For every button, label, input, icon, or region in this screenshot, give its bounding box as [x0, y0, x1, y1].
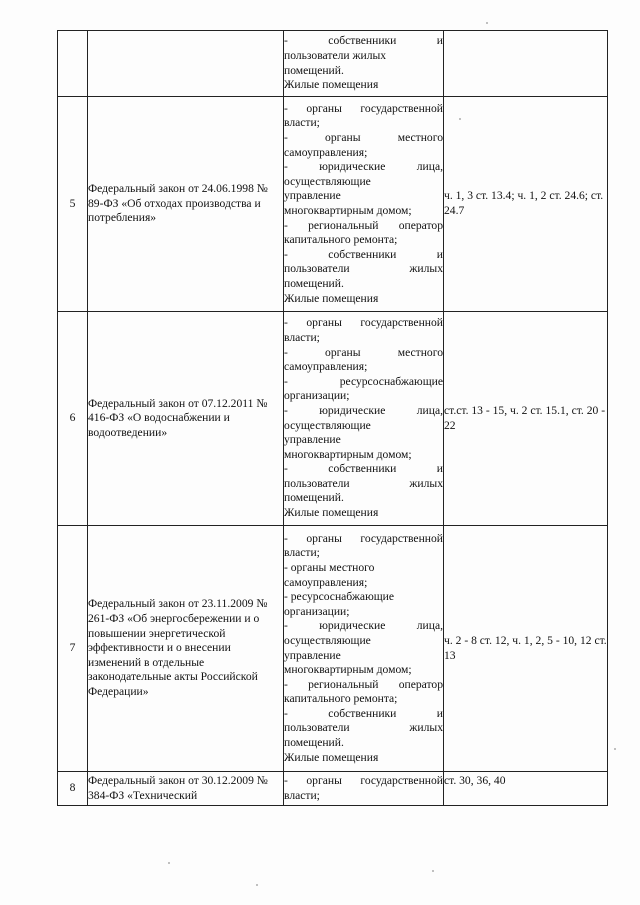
subject-line: - юридические лица, — [284, 160, 443, 174]
regulated-subjects — [284, 312, 444, 526]
subject-line: пользователи жилых — [284, 48, 387, 62]
legal-act-name: Федеральный закон от 24.06.1998 № 89-ФЗ «Об отходах производства и потребления» — [88, 97, 284, 312]
subject-line: организации; — [284, 604, 350, 618]
subject-line: осуществляющие — [284, 633, 371, 647]
subject-line: помещений. — [284, 736, 344, 750]
subject-line: - органы государственной — [284, 316, 443, 330]
subject-line: - региональный оператор — [284, 677, 443, 691]
table-row — [58, 772, 608, 806]
article-references: ч. 2 - 8 ст. 12, ч. 1, 2, 5 - 10, 12 ст. 13 — [444, 526, 608, 772]
subject-line: пользователи жилых — [284, 721, 443, 735]
subject-line: многоквартирным домом; — [284, 663, 412, 677]
regulated-subjects — [284, 526, 444, 772]
subject-line: власти; — [284, 546, 320, 560]
scan-speck — [432, 870, 434, 872]
subject-line: - региональный оператор — [284, 218, 443, 232]
subject-line: управление — [284, 189, 341, 203]
subject-line: управление — [284, 433, 341, 447]
subject-line: - органы местного — [284, 131, 443, 145]
scan-speck — [459, 118, 461, 120]
subject-line: самоуправления; — [284, 145, 368, 159]
subject-line: - собственники и — [284, 462, 443, 476]
subject-line: помещений. — [284, 491, 344, 505]
subject-line: - собственники и — [284, 247, 443, 261]
table-row — [58, 31, 608, 97]
subject-line: власти; — [284, 116, 320, 130]
table-row — [58, 312, 608, 526]
subject-line: Жилые помещения — [284, 750, 379, 764]
subject-line: организации; — [284, 389, 350, 403]
subject-line: - юридические лица, — [284, 619, 443, 633]
subject-line: самоуправления; — [284, 360, 368, 374]
subject-line: - органы государственной — [284, 531, 443, 545]
subject-line: - органы государственной — [284, 773, 443, 787]
scan-speck — [614, 748, 616, 750]
scan-speck — [486, 22, 488, 24]
row-number: 5 — [58, 97, 88, 312]
subject-line: капитального ремонта; — [284, 233, 398, 247]
article-references: ст.ст. 13 - 15, ч. 2 ст. 15.1, ст. 20 - 22 — [444, 312, 608, 526]
row-number: 7 — [58, 526, 88, 772]
regulated-subjects — [284, 97, 444, 312]
article-references: ч. 1, 3 ст. 13.4; ч. 1, 2 ст. 24.6; ст. 24.7 — [444, 97, 608, 312]
article-references: ст. 30, 36, 40 — [444, 772, 608, 806]
row-number: 8 — [58, 772, 88, 806]
subject-line: - ресурсоснабжающие — [284, 374, 443, 388]
legal-act-name: Федеральный закон от 07.12.2011 № 416-ФЗ «О водоснабжении и водоотведении» — [88, 312, 284, 526]
subject-line: осуществляющие — [284, 174, 371, 188]
subject-line: - органы местного — [284, 560, 375, 574]
subject-line: помещений. — [284, 276, 344, 290]
subject-line: Жилые помещения — [284, 78, 379, 92]
article-references — [444, 31, 608, 97]
subject-line: - собственники и — [284, 34, 443, 48]
subject-line: самоуправления; — [284, 575, 368, 589]
legal-act-name: Федеральный закон от 23.11.2009 № 261-ФЗ «Об энергосбережении и о повышении энергетической эффективности и о внесении изменений в отдельные законодательные акты Российской Федерации» — [88, 526, 284, 772]
subject-line: пользователи жилых — [284, 476, 443, 490]
regulated-subjects — [284, 772, 444, 806]
subject-line: власти; — [284, 330, 320, 344]
table-row — [58, 97, 608, 312]
subject-line: власти; — [284, 788, 320, 802]
subject-line: многоквартирным домом; — [284, 447, 412, 461]
row-number — [58, 31, 88, 97]
subject-line: - органы государственной — [284, 101, 443, 115]
subject-line: помещений. — [284, 63, 344, 77]
subject-line: - органы местного — [284, 345, 443, 359]
subject-line: пользователи жилых — [284, 262, 443, 276]
table-row — [58, 526, 608, 772]
scan-speck — [168, 862, 170, 864]
subject-line: многоквартирным домом; — [284, 204, 412, 217]
regulated-subjects — [284, 31, 444, 97]
scan-speck — [256, 884, 258, 886]
subject-line: Жилые помещения — [284, 506, 379, 520]
legal-act-name — [88, 31, 284, 97]
subject-line: капитального ремонта; — [284, 692, 398, 706]
subject-line: Жилые помещения — [284, 291, 379, 305]
subject-line: - собственники и — [284, 706, 443, 720]
legal-acts-table — [57, 30, 608, 806]
subject-line: - ресурсоснабжающие — [284, 590, 395, 604]
row-number: 6 — [58, 312, 88, 526]
subject-line: осуществляющие — [284, 418, 371, 432]
legal-act-name: Федеральный закон от 30.12.2009 № 384-ФЗ «Технический — [88, 772, 284, 806]
subject-line: управление — [284, 648, 341, 662]
subject-line: - юридические лица, — [284, 403, 443, 417]
